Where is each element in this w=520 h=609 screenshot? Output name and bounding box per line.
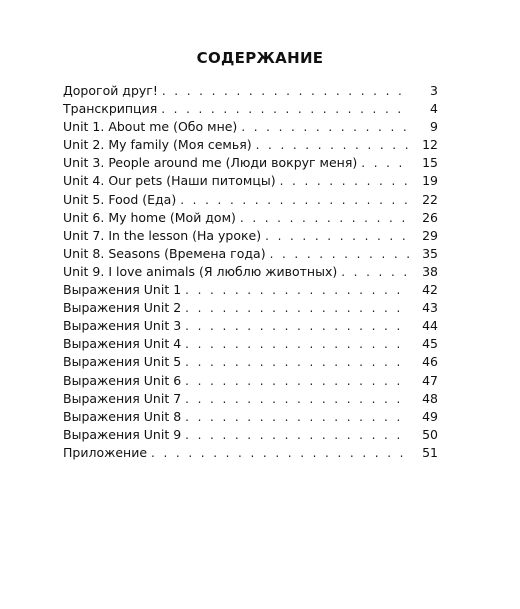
toc-entry — [63, 82, 438, 100]
toc-entry — [63, 209, 438, 227]
toc-entry-page-number: 3 — [430, 83, 438, 98]
toc-entry-page-number: 9 — [430, 119, 438, 135]
toc-leader-dots — [162, 82, 410, 100]
toc-entry — [63, 118, 438, 136]
page-title: СОДЕРЖАНИЕ — [196, 49, 324, 67]
toc-entry — [63, 154, 438, 172]
toc-leader-dots — [240, 209, 410, 227]
toc-entry-label: Unit 7. In the lesson (На уроке) — [63, 227, 262, 243]
toc-entry — [63, 426, 438, 444]
toc-entry-label: Unit 4. Our pets (Наши питомцы) — [63, 173, 276, 189]
toc-leader-dots — [185, 353, 410, 371]
toc-entry — [63, 444, 438, 462]
toc-entry-page-number: 26 — [422, 209, 438, 225]
toc-entry-page-number: 43 — [422, 300, 438, 316]
toc-leader-dots — [185, 299, 410, 317]
toc-entry-page-number: 29 — [422, 227, 438, 243]
toc-entry-label: Выражения Unit 8 — [63, 408, 182, 424]
toc-entry-page-number: 46 — [422, 354, 438, 370]
toc-entry — [63, 317, 438, 335]
toc-entry — [63, 263, 438, 281]
toc-entry-label: Транскрипция — [63, 101, 158, 117]
table-of-contents — [63, 82, 438, 462]
toc-entry-page-number: 15 — [422, 155, 438, 171]
toc-entry-label: Выражения Unit 7 — [63, 390, 182, 406]
toc-entry-label: Выражения Unit 4 — [63, 336, 182, 352]
toc-entry-label: Дорогой друг! — [63, 83, 158, 98]
toc-entry-label: Unit 1. About me (Обо мне) — [63, 119, 238, 135]
toc-entry-page-number: 22 — [422, 191, 438, 207]
toc-entry — [63, 390, 438, 408]
toc-entry-page-number: 45 — [422, 336, 438, 352]
toc-leader-dots — [185, 317, 410, 335]
toc-entry-label: Выражения Unit 6 — [63, 372, 182, 388]
toc-entry-page-number: 51 — [422, 444, 438, 460]
toc-entry-page-number: 35 — [422, 245, 438, 261]
toc-leader-dots — [280, 172, 410, 190]
toc-entry-label: Выражения Unit 1 — [63, 282, 182, 298]
toc-leader-dots — [180, 191, 410, 209]
toc-entry — [63, 408, 438, 426]
toc-entry-label: Выражения Unit 2 — [63, 300, 182, 316]
toc-entry — [63, 299, 438, 317]
toc-leader-dots — [185, 335, 410, 353]
toc-entry — [63, 100, 438, 118]
toc-entry — [63, 281, 438, 299]
toc-leader-dots — [161, 100, 410, 118]
toc-entry-label: Unit 8. Seasons (Времена года) — [63, 245, 266, 261]
toc-entry — [63, 172, 438, 190]
toc-leader-dots — [256, 136, 410, 154]
toc-leader-dots — [185, 408, 410, 426]
toc-leader-dots — [270, 245, 410, 263]
toc-entry-label: Unit 3. People around me (Люди вокруг меня) — [63, 155, 358, 171]
toc-entry-page-number: 4 — [430, 101, 438, 117]
toc-entry-page-number: 44 — [422, 318, 438, 334]
toc-leader-dots — [185, 281, 410, 299]
toc-entry-label: Unit 5. Food (Еда) — [63, 191, 177, 207]
toc-leader-dots — [341, 263, 410, 281]
toc-leader-dots — [185, 390, 410, 408]
toc-entry-label: Приложение — [63, 444, 148, 460]
toc-entry-label: Выражения Unit 9 — [63, 426, 182, 442]
toc-entry-label: Unit 2. My family (Моя семья) — [63, 137, 252, 153]
toc-leader-dots — [265, 227, 410, 245]
toc-entry-label: Unit 9. I love animals (Я люблю животных) — [63, 263, 338, 279]
toc-entry-page-number: 49 — [422, 408, 438, 424]
toc-entry — [63, 353, 438, 371]
toc-entry-page-number: 12 — [422, 137, 438, 153]
toc-entry-label: Unit 6. My home (Мой дом) — [63, 209, 236, 225]
toc-entry-page-number: 42 — [422, 282, 438, 298]
toc-entry-page-number: 47 — [422, 372, 438, 388]
toc-leader-dots — [361, 154, 410, 172]
toc-entry-label: Выражения Unit 3 — [63, 318, 182, 334]
toc-entry-page-number: 19 — [422, 173, 438, 189]
toc-entry — [63, 372, 438, 390]
toc-leader-dots — [185, 372, 410, 390]
toc-entry-page-number: 48 — [422, 390, 438, 406]
toc-entry — [63, 335, 438, 353]
toc-entry — [63, 227, 438, 245]
toc-leader-dots — [151, 444, 410, 462]
toc-leader-dots — [241, 118, 410, 136]
toc-entry-label: Выражения Unit 5 — [63, 354, 182, 370]
toc-entry-page-number: 50 — [422, 426, 438, 442]
toc-entry — [63, 136, 438, 154]
toc-entry — [63, 191, 438, 209]
toc-entry — [63, 245, 438, 263]
toc-entry-page-number: 38 — [422, 263, 438, 279]
toc-leader-dots — [185, 426, 410, 444]
